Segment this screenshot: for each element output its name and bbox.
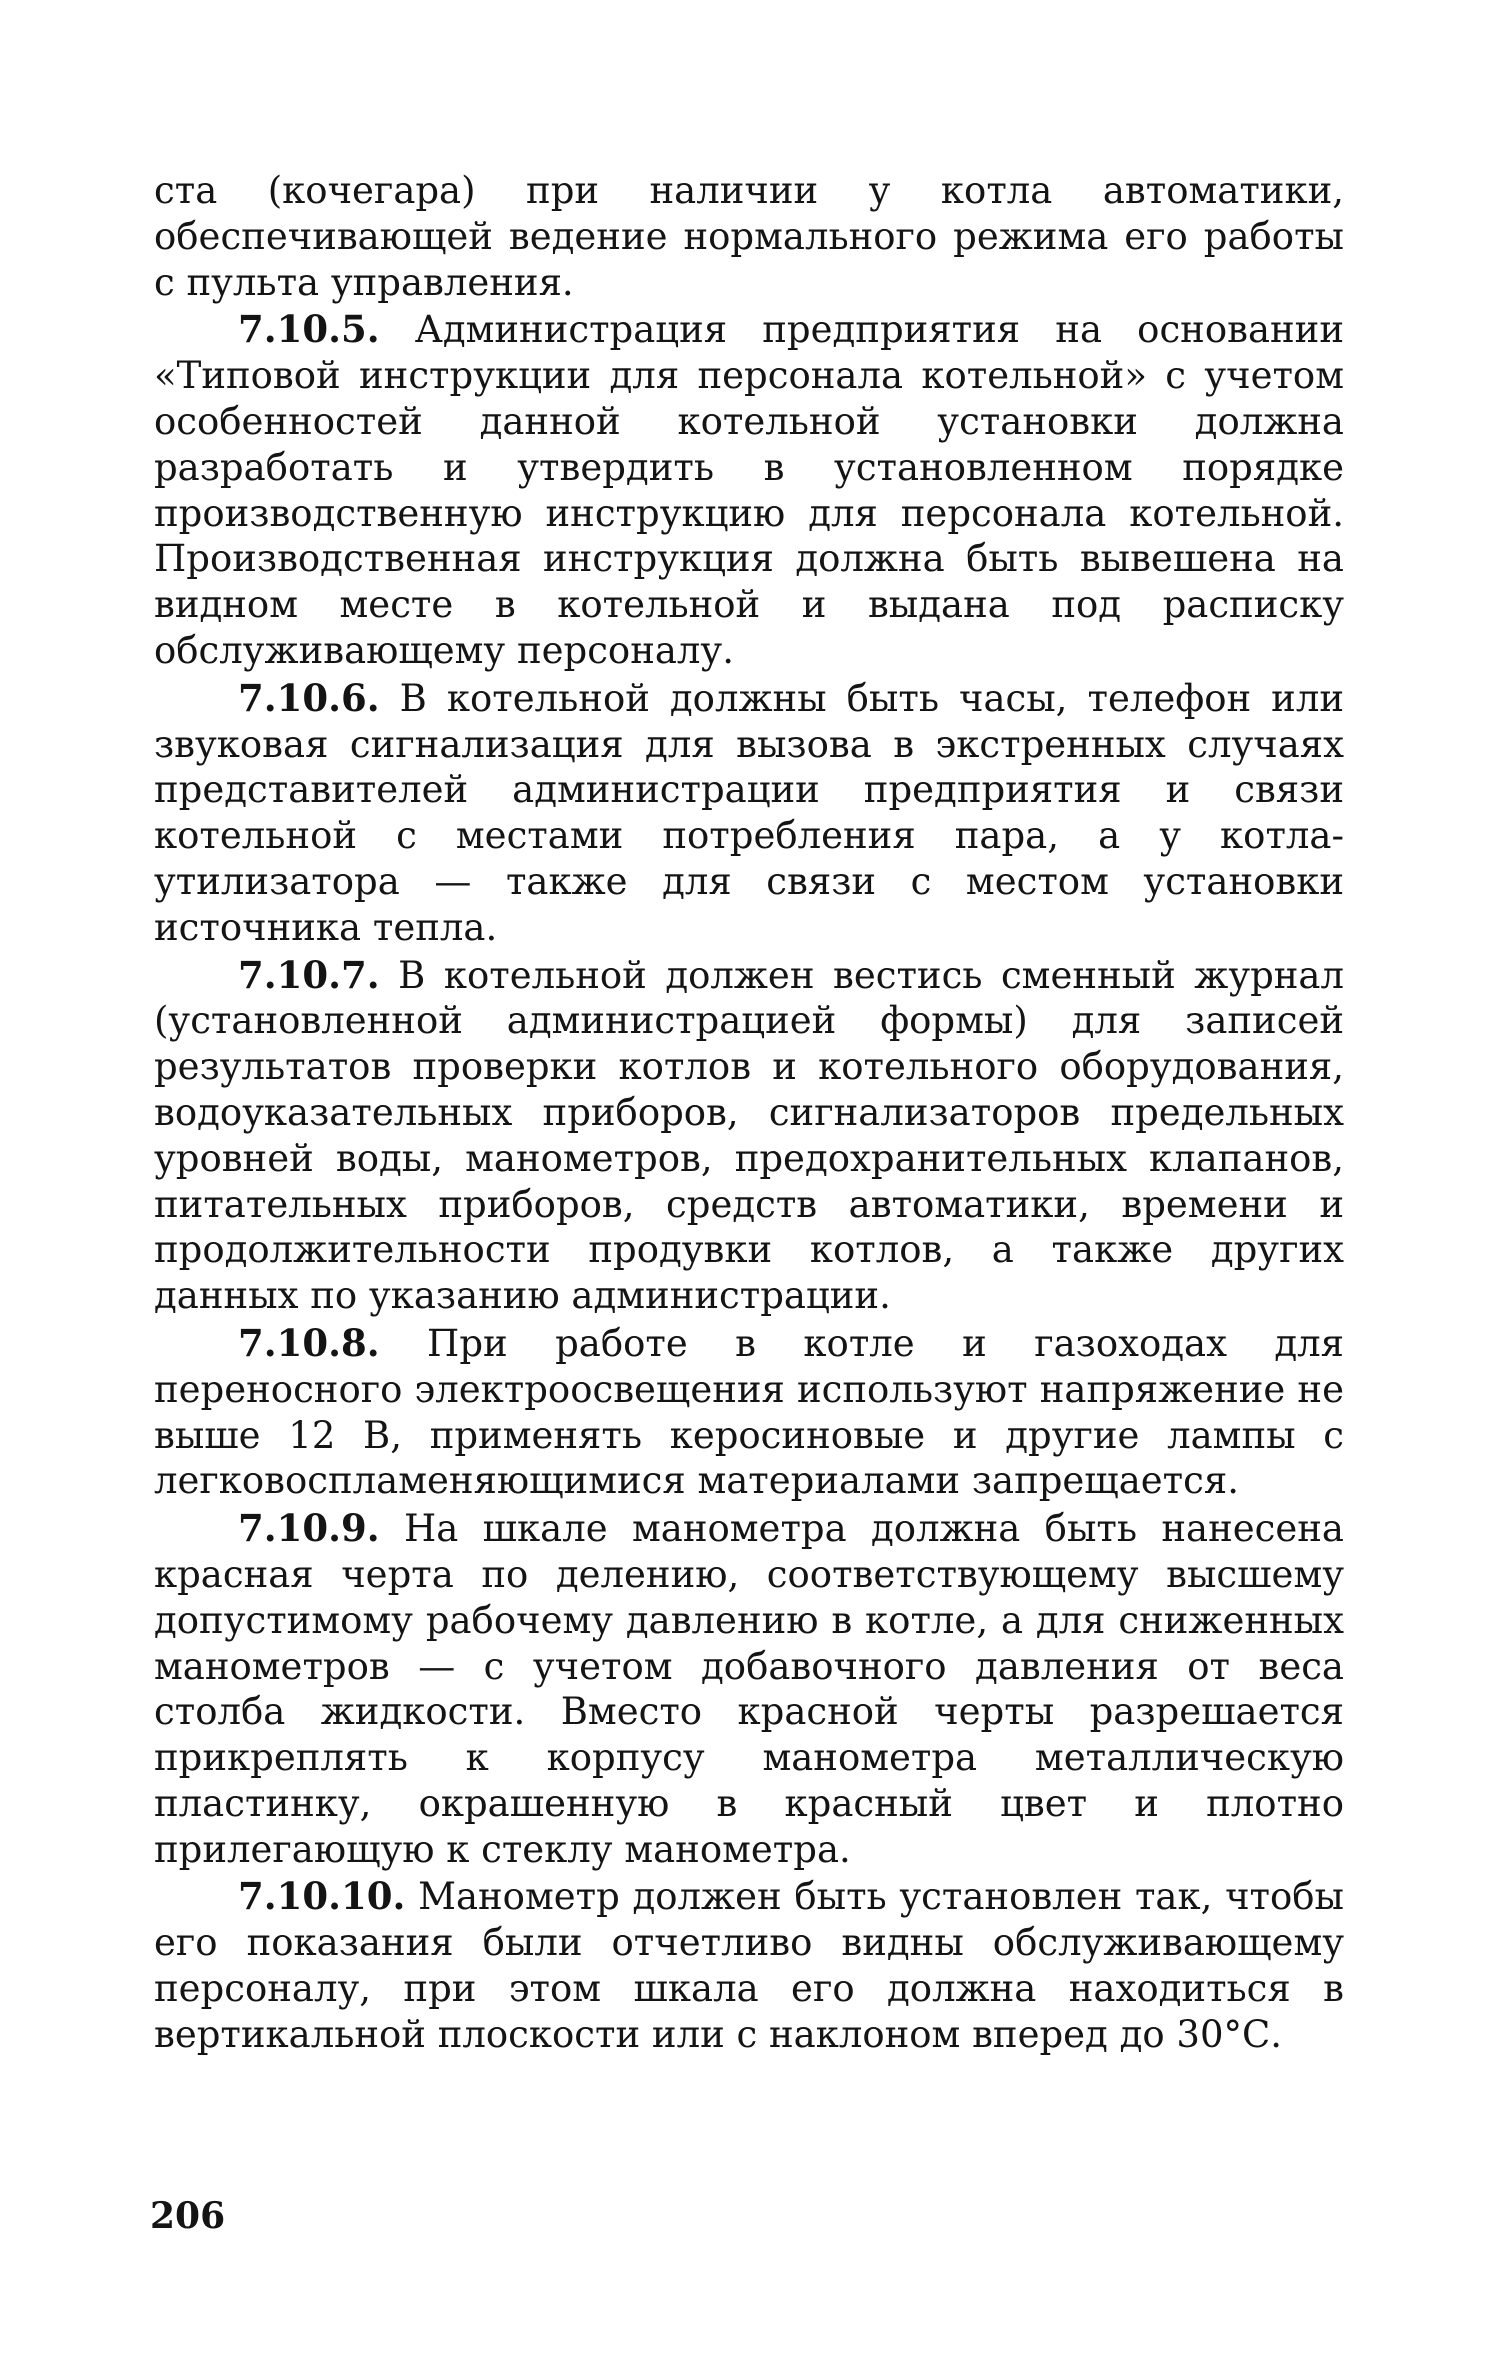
paragraph-7-10-6: [154, 676, 1344, 951]
paragraph-7-10-5: [154, 307, 1344, 673]
paragraph-text: Манометр должен быть установлен так, чтобы его показания были отчетливо видны обслуживающему персоналу, при этом шкала его должна находиться в вертикальной плоскости или с наклоном вперед до 30°С.: [154, 1875, 1344, 2056]
page-body: [154, 168, 1344, 2060]
paragraph-7-10-9: [154, 1506, 1344, 1872]
page-number: 206: [150, 2195, 226, 2237]
paragraph-7-10-10: [154, 1874, 1344, 2057]
paragraph-text: Администрация предприятия на основании «Типовой инструкции для персонала котельной» с учетом особенностей данной котельной установки должна разработать и утвердить в установленном порядке производственную инструкцию для персонала котельной. Производственная инструкция должна быть вывешена на видном месте в котельной и выдана под расписку обслуживающему персоналу.: [154, 308, 1344, 672]
paragraph-continuation: [154, 168, 1344, 305]
paragraph-7-10-7: [154, 953, 1344, 1319]
paragraph-text: При работе в котле и газоходах для переносного электроосвещения используют напряжение не выше 12 В, применять керосиновые и другие лампы с легковоспламеняющимися материалами запрещается.: [154, 1321, 1344, 1503]
paragraph-text: ста (кочегара) при наличии у котла автоматики, обеспечивающей ведение нормального режима его работы с пульта управления.: [154, 169, 1344, 304]
clause-number: 7.10.9.: [238, 1506, 380, 1551]
clause-number: 7.10.5.: [238, 307, 380, 352]
clause-number: 7.10.10.: [238, 1874, 406, 1919]
paragraph-text: В котельной должен вестись сменный журнал (установленной администрацией формы) для записей результатов проверки котлов и котельного оборудования, водоуказательных приборов, сигнализаторов предельных уровней воды, манометров, предохранительных клапанов, питательных приборов, средств автоматики, времени и продолжительности продувки котлов, а также других данных по указанию администрации.: [154, 953, 1344, 1318]
clause-number: 7.10.7.: [238, 952, 380, 997]
paragraph-7-10-8: [154, 1321, 1344, 1504]
clause-number: 7.10.6.: [238, 675, 380, 720]
clause-number: 7.10.8.: [238, 1320, 380, 1365]
paragraph-text: В котельной должны быть часы, телефон или звуковая сигнализация для вызова в экстренных случаях представителей администрации предприятия и связи котельной с местами потребления пара, а у котла-утилизатора — также для связи с местом установки источника тепла.: [154, 676, 1344, 949]
paragraph-text: На шкале манометра должна быть нанесена красная черта по делению, соответствующему высшему допустимому рабочему давлению в котле, а для сниженных манометров — с учетом добавочного давления от веса столба жидкости. Вместо красной черты разрешается прикреплять к корпусу манометра металлическую пластинку, окрашенную в красный цвет и плотно прилегающую к стеклу манометра.: [154, 1507, 1344, 1871]
